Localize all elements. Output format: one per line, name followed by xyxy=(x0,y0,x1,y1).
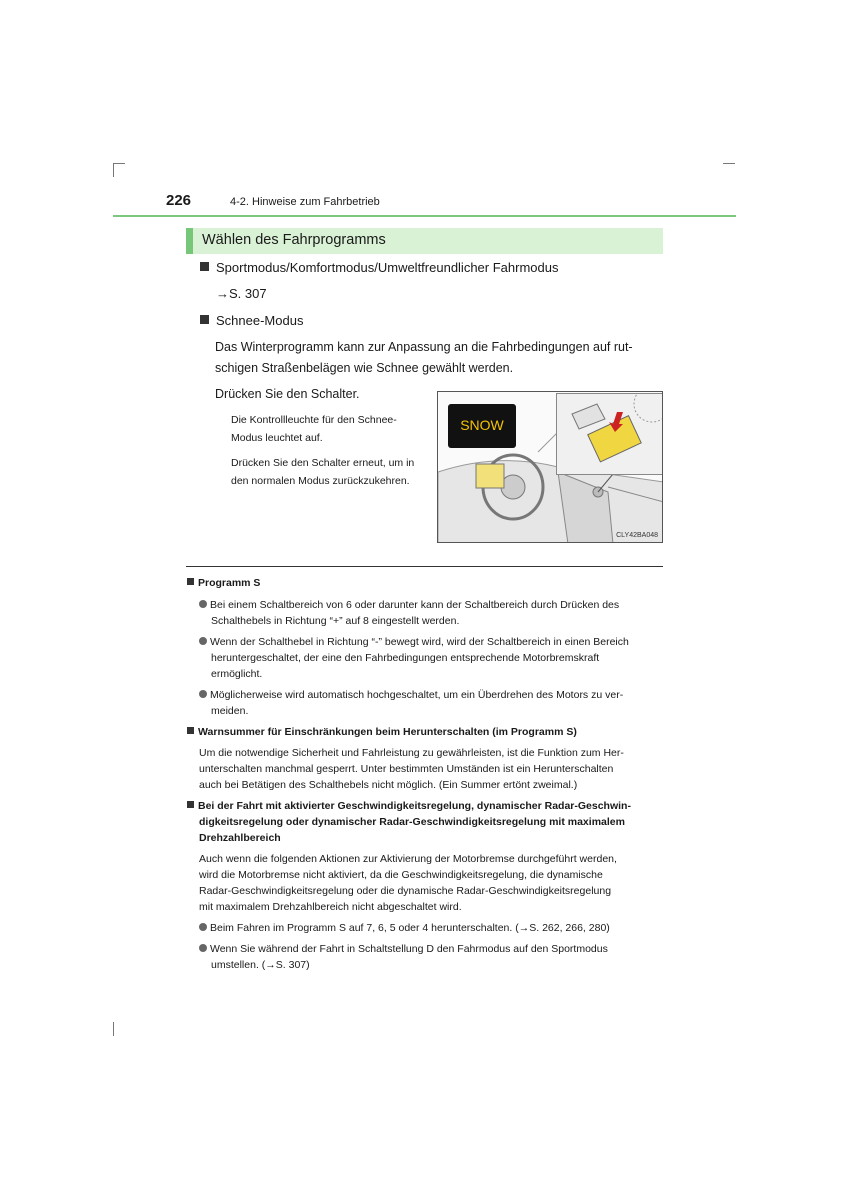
page-number: 226 xyxy=(166,192,192,209)
item-sport-title: Sportmodus/Komfortmodus/Umweltfreundlicher Fahrmodus xyxy=(216,260,559,275)
section-heading xyxy=(186,228,663,254)
bullet-dot-icon xyxy=(199,690,207,698)
note-programm-s-heading xyxy=(187,575,260,591)
bullet-text: Bei einem Schaltbereich von 6 oder darunter kann der Schaltbereich durch Drücken des xyxy=(210,599,620,611)
note-programm-s-b3-line2: meiden. xyxy=(211,705,249,717)
note-warn-line1: Um die notwendige Sicherheit und Fahrleistung zu gewährleisten, ist die Funktion zum Her- xyxy=(199,747,624,759)
snow-desc-line1: Das Winterprogramm kann zur Anpassung an die Fahrbedingungen auf rut- xyxy=(215,340,633,354)
item-sport-ref[interactable]: →S. 307 xyxy=(216,286,267,301)
note-cruise-heading-line1 xyxy=(187,798,663,814)
square-bullet-icon xyxy=(200,262,209,271)
running-head: 4-2. Hinweise zum Fahrbetrieb xyxy=(230,196,380,208)
snow-indicator-text: SNOW xyxy=(460,417,504,433)
bullet-dot-icon xyxy=(199,944,207,952)
snow-sub2-line1: Drücken Sie den Schalter erneut, um in xyxy=(231,457,415,469)
section-title: Wählen des Fahrprogramms xyxy=(202,232,386,248)
crop-mark-top-left-v xyxy=(113,163,114,177)
note-cruise-line4: mit maximalem Drehzahlbereich nicht abgeschaltet wird. xyxy=(199,901,462,913)
square-bullet-icon xyxy=(187,727,194,734)
snow-press-instruction: Drücken Sie den Schalter. xyxy=(215,387,360,401)
note-programm-s-b3-line1 xyxy=(199,687,663,703)
snow-switch-illustration xyxy=(437,391,663,543)
note-warn-line3: auch bei Betätigen des Schalthebels nicht möglich. (Ein Summer ertönt zweimal.) xyxy=(199,779,578,791)
square-bullet-icon xyxy=(187,801,194,808)
note-programm-s-b2-line3: ermöglicht. xyxy=(211,668,263,680)
note-warn-line2: unterschalten manchmal gesperrt. Unter bestimmten Umständen ist ein Herunterschalten xyxy=(199,763,614,775)
note-cruise-b2-line2: umstellen. (→S. 307) xyxy=(211,959,310,971)
note-cruise-heading-line2: digkeitsregelung oder dynamischer Radar-Geschwindigkeitsregelung mit maximalem xyxy=(199,816,625,828)
square-bullet-icon xyxy=(200,315,209,324)
snow-sub1-line1: Die Kontrollleuchte für den Schnee- xyxy=(231,414,397,426)
note-programm-s-b2-line2: heruntergeschaltet, der eine den Fahrbedingungen entsprechende Motorbremskraft xyxy=(211,652,600,664)
snow-indicator-display xyxy=(448,404,516,448)
snow-sub1-line2: Modus leuchtet auf. xyxy=(231,432,323,444)
note-cruise-b2-line1 xyxy=(199,941,663,957)
note-cruise-line1: Auch wenn die folgenden Aktionen zur Aktivierung der Motorbremse durchgeführt werden, xyxy=(199,853,617,865)
bullet-text: Wenn der Schalthebel in Richtung “-” bewegt wird, wird der Schaltbereich in einen Bereich xyxy=(210,636,629,648)
item-snow-title: Schnee-Modus xyxy=(216,313,304,328)
header-rule xyxy=(113,215,736,217)
bullet-dot-icon xyxy=(199,600,207,608)
bullet-text: Möglicherweise wird automatisch hochgeschaltet, um ein Überdrehen des Motors zu ver- xyxy=(210,689,624,701)
bullet-text: Wenn Sie während der Fahrt in Schaltstellung D den Fahrmodus auf den Sportmodus xyxy=(210,943,608,955)
bullet-dot-icon xyxy=(199,637,207,645)
note-programm-s-b1-line2: Schalthebels in Richtung “+” auf 8 eingestellt werden. xyxy=(211,615,460,627)
note-cruise-heading-line3: Drehzahlbereich xyxy=(199,832,281,844)
note-programm-s-b2-line1 xyxy=(199,634,663,650)
crop-mark-bottom-left xyxy=(113,1022,114,1036)
snow-switch-inset xyxy=(556,393,663,475)
note-cruise-title: Bei der Fahrt mit aktivierter Geschwindigkeitsregelung, dynamischer Radar-Geschwin- xyxy=(198,800,631,812)
crop-mark-top-left-h xyxy=(113,163,125,164)
square-bullet-icon xyxy=(187,578,194,585)
note-cruise-b1 xyxy=(199,920,663,936)
note-cruise-line2: wird die Motorbremse nicht aktiviert, da die Geschwindigkeitsregelung, die dynamische xyxy=(199,869,603,881)
note-warn-heading xyxy=(187,724,577,740)
item-sport-mode xyxy=(200,256,558,280)
bullet-dot-icon xyxy=(199,923,207,931)
illustration-code: CLY42BA048 xyxy=(616,532,658,539)
note-programm-s-b1-line1 xyxy=(199,597,663,613)
bullet-text: Beim Fahren im Programm S auf 7, 6, 5 oder 4 herunterschalten. (→S. 262, 266, 280) xyxy=(210,922,610,934)
snow-sub2-line2: den normalen Modus zurückzukehren. xyxy=(231,475,410,487)
note-cruise-line3: Radar-Geschwindigkeitsregelung oder die dynamische Radar-Geschwindigkeitsregelung xyxy=(199,885,612,897)
note-programm-s-title: Programm S xyxy=(198,577,261,589)
note-warn-title: Warnsummer für Einschränkungen beim Herunterschalten (im Programm S) xyxy=(198,726,577,738)
snow-desc-line2: schigen Straßenbelägen wie Schnee gewählt werden. xyxy=(215,361,514,375)
snow-switch-drawing xyxy=(557,394,662,474)
item-snow-mode xyxy=(200,309,303,333)
notes-divider xyxy=(186,566,663,567)
crop-mark-top-right-h xyxy=(723,163,735,164)
